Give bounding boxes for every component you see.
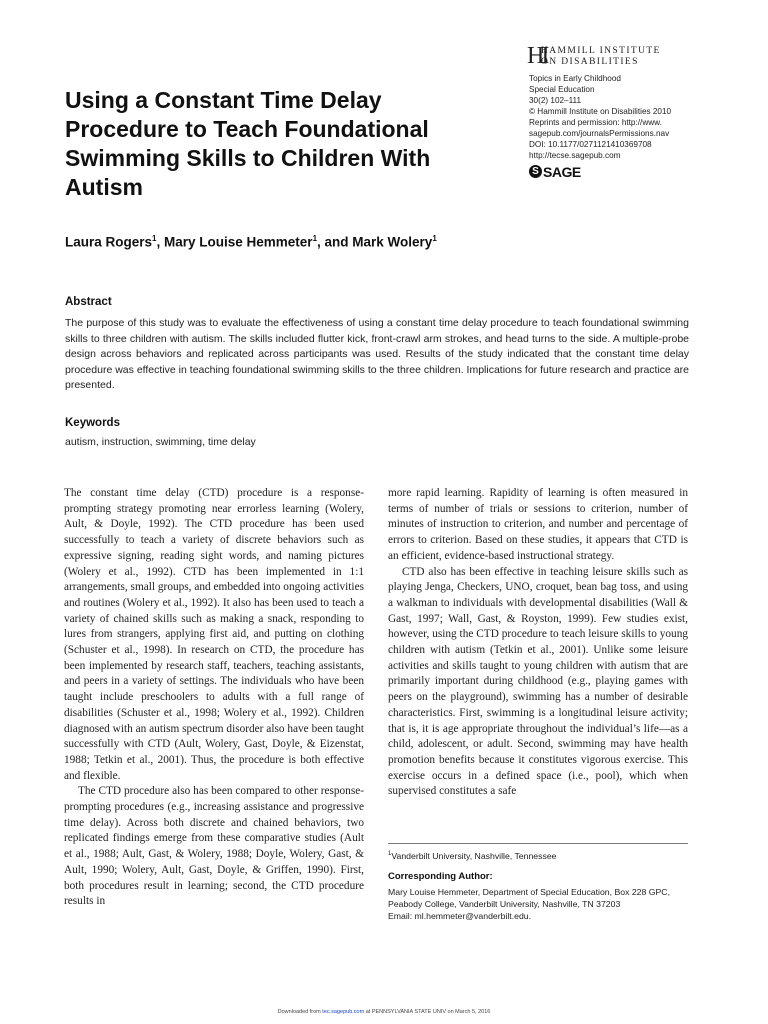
affiliation-footnote: [388, 851, 556, 861]
abstract-heading: Abstract: [65, 296, 112, 308]
abstract-text: The purpose of this study was to evaluate the effectiveness of using a constant time delay procedure to teach foundational swimming skills to three children with autism. The skills included flutter kick, front-crawl arm strokes, and head turns to the side. A multiple-probe design across behaviors and replicated across participants was used. Results of the study indicated that the constant time delay procedure was effective in teaching foundational swimming skills to the three children. Implications for future research and practice are presented.: [65, 317, 689, 392]
download-footer-suffix: at PENNSYLVANIA STATE UNIV on March 5, 2016: [364, 1009, 491, 1015]
article-title: Using a Constant Time Delay Procedure to Teach Foundational Swimming Skills to Children With Autism: [65, 87, 431, 200]
publisher-name-line2: ON DISABILITIES: [541, 57, 639, 67]
author-separator: , and: [317, 234, 353, 250]
corresponding-author-email[interactable]: Email: ml.hemmeter@vanderbilt.edu.: [388, 911, 532, 921]
body-column-right: [388, 486, 688, 800]
journal-info-line: 30(2) 102–111: [529, 96, 582, 105]
author-affiliation-mark: 1: [432, 234, 437, 243]
body-column-left: [64, 486, 364, 910]
body-paragraph: CTD also has been effective in teaching leisure skills such as playing Jenga, Checkers, UNO, croquet, bean bag toss, and using a walkman to individuals with developmental disabilities (Wall & Gast, 1997; Wall, Gast, & Royston, 1999). Few studies exist, however, using the CTD procedure to teach leisure skills to young children with autism (Tetkin et al., 2001). Unlike some leisure activities and skills taught to young children with autism that are primarily important during childhood (e.g., playing games with peers on the playground), swimming has a number of desirable characteristics. First, swimming is a longitudinal leisure activity; that is, it is age appropriate throughout the individual’s life—as a child, adolescent, or adult. Second, swimming may have health promotion benefits because it constitutes vigorous exercise. This exercise occurs in a defined space (i.e., pool), which when supervised constitutes a safe: [388, 565, 688, 798]
author-list: [65, 234, 665, 250]
journal-info-line[interactable]: Reprints and permission: http://www.: [529, 118, 662, 127]
corresponding-author-details: [388, 886, 698, 922]
keywords-text: autism, instruction, swimming, time delay: [65, 436, 256, 448]
author-name: Laura Rogers: [65, 234, 153, 250]
body-paragraph: more rapid learning. Rapidity of learning is often measured in terms of number of trials or sessions to criterion, number of minutes of instruction to criterion, and number and percentage of errors to criterion. Based on these studies, it appears that CTD is an efficient, evidence-based instructional strategy.: [388, 487, 688, 562]
footnote-divider: [388, 843, 688, 844]
download-footer-prefix: Downloaded from: [277, 1009, 323, 1015]
journal-info-line: © Hammill Institute on Disabilities 2010: [529, 107, 672, 116]
publisher-logo-mark: HI: [527, 43, 547, 69]
journal-info-line: DOI: 10.1177/0271121410369708: [529, 140, 652, 149]
download-footer: [0, 1009, 768, 1015]
journal-info-line[interactable]: http://tecse.sagepub.com: [529, 151, 621, 160]
corresponding-author-line: Mary Louise Hemmeter, Department of Special Education, Box 228 GPC,: [388, 887, 670, 897]
author-name: Mark Wolery: [352, 234, 433, 250]
journal-info-line: Topics in Early Childhood: [529, 74, 621, 83]
affiliation-footnote-mark: 1: [388, 851, 392, 858]
corresponding-author-line: Peabody College, Vanderbilt University, Nashville, TN 37203: [388, 899, 621, 909]
affiliation-footnote-text: Vanderbilt University, Nashville, Tennessee: [391, 851, 557, 861]
download-footer-link[interactable]: tec.sagepub.com: [322, 1009, 365, 1015]
author-name: Mary Louise Hemmeter: [164, 234, 313, 250]
keywords-heading: Keywords: [65, 417, 120, 429]
sage-logo-icon: S: [529, 165, 542, 178]
author-affiliation-mark: 1: [152, 234, 157, 243]
sage-logo: [529, 164, 609, 182]
journal-info-line[interactable]: sagepub.com/journalsPermissions.nav: [529, 129, 670, 138]
publisher-logo: [527, 44, 687, 68]
publisher-name-line1: HAMMILL INSTITUTE: [541, 46, 661, 56]
journal-info-line: Special Education: [529, 85, 595, 94]
sage-logo-text: SAGE: [543, 164, 581, 180]
body-paragraph: The CTD procedure also has been compared to other response-prompting procedures (e.g., increasing assistance and progressive time delay). Across both discrete and chained behaviors, two replicated findings emerge from these comparative studies (Ault et al., 1988; Ault, Gast, & Wolery, 1988; Doyle, Wolery, Gast, & Ault, 1990; Wolery, Ault, Gast, Doyle, & Griffen, 1990). First, both procedures result in learning; second, the CTD procedure results in: [64, 785, 364, 908]
author-separator: ,: [156, 234, 164, 250]
author-affiliation-mark: 1: [312, 234, 318, 243]
body-paragraph: The constant time delay (CTD) procedure is a response-prompting strategy promoting near errorless learning (Wolery, Ault, & Doyle, 1992). The CTD procedure has been used successfully to teach a variety of discrete behaviors such as expressive signing, reading sight words, and naming pictures (Wolery et al., 1992). CTD has been implemented in 1:1 arrangements, small groups, and embedded into ongoing activities and routines (Wolery et al., 1992). It also has been used to teach a variety of chained skills such as making a snack, responding to lures from strangers, applying first aid, and putting on clothing (Schuster et al., 1998). In research on CTD, the procedure has been implemented by research staff, teachers, teaching assistants, and peers in a variety of settings. The individuals who have been taught include preschoolers to adults with a full range of disabilities (Schuster et al., 1998; Wolery et al., 1992). Children diagnosed with an autism spectrum disorder also have been taught successfully with CTD (Ault, Wolery, Gast, Doyle, & Eizenstat, 1988; Tetkin et al., 2001). Thus, the procedure is both effective and flexible.: [64, 487, 364, 782]
corresponding-author-heading: Corresponding Author:: [388, 871, 493, 882]
journal-info: [529, 73, 729, 161]
